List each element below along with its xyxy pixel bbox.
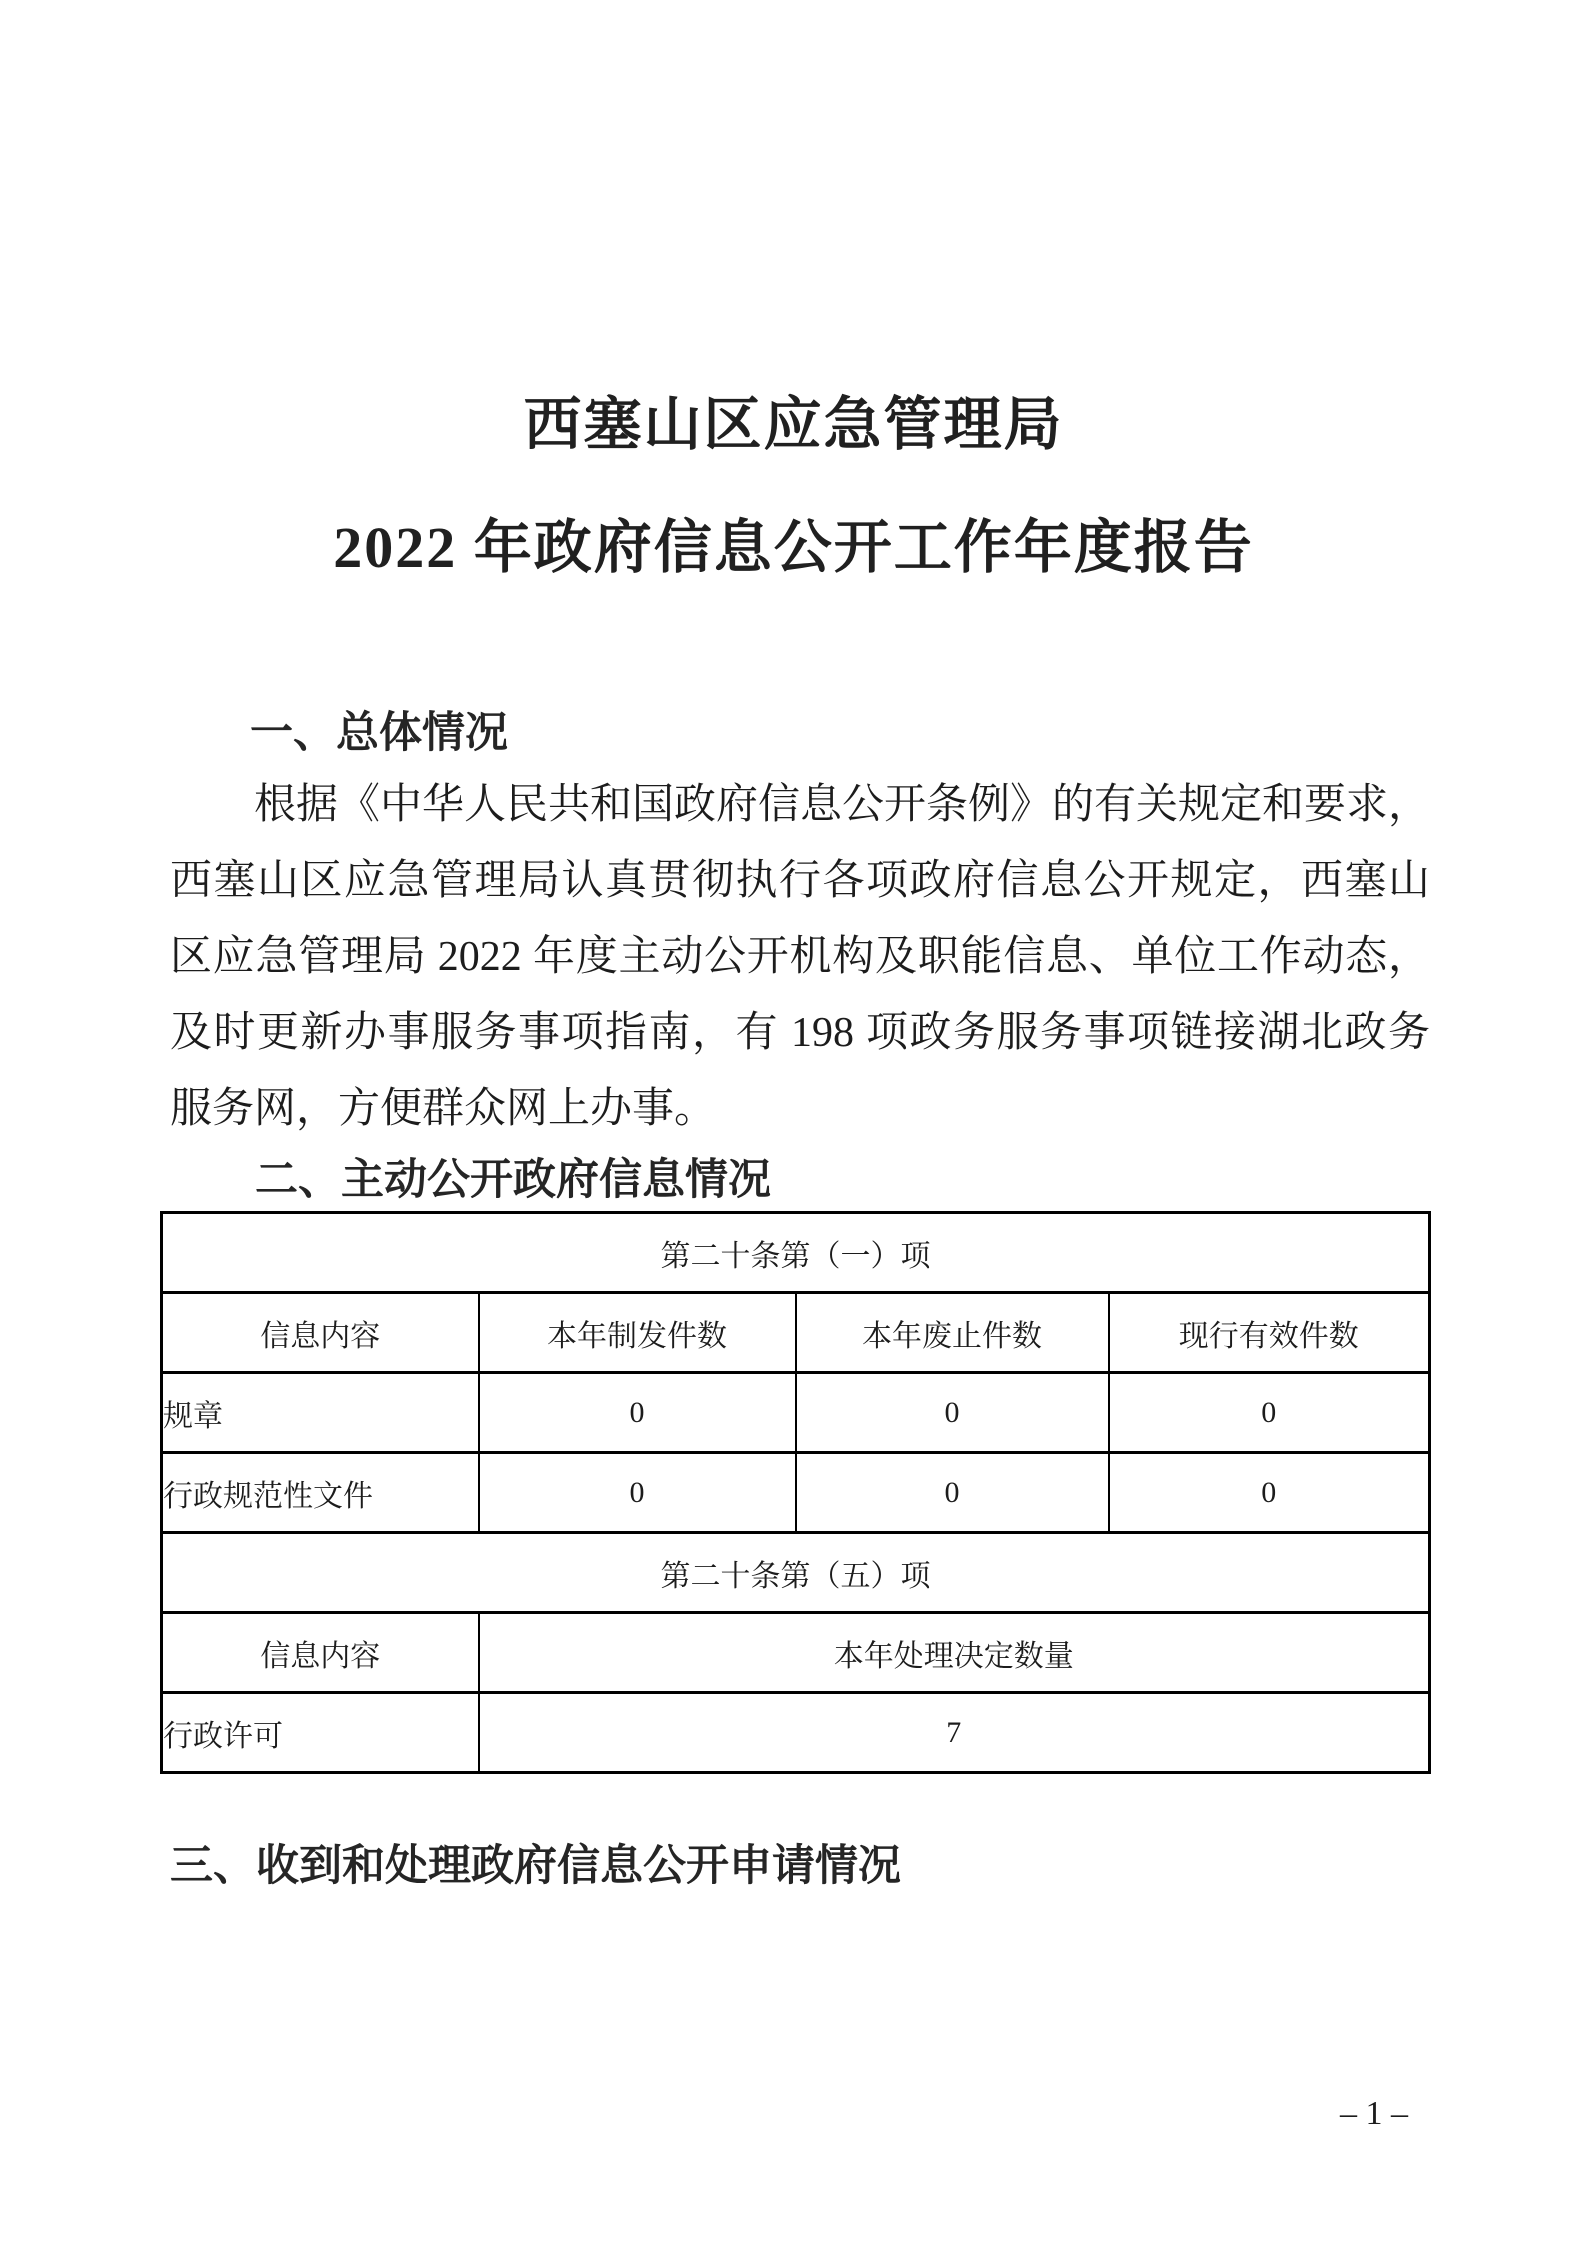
paragraph-line: 根据《中华人民共和国政府信息公开条例》的有关规定和要求，: [254, 782, 1430, 828]
section-one-paragraph: [170, 767, 1430, 1147]
paragraph-line: 西塞山区应急管理局认真贯彻执行各项政府信息公开规定，西塞山: [170, 858, 1430, 904]
paragraph-line: 区应急管理局 2022 年度主动公开机构及职能信息、单位工作动态，: [170, 934, 1430, 980]
table-row: [162, 1533, 1430, 1613]
row-label: 规章: [162, 1373, 479, 1453]
section-three-heading: 三、收到和处理政府信息公开申请情况: [170, 1842, 901, 1890]
table-row: [162, 1373, 1430, 1453]
section-one-heading: 一、总体情况: [250, 709, 508, 757]
disclosure-table: [160, 1211, 1431, 1774]
column-header: 信息内容: [162, 1293, 479, 1373]
cell-value: 0: [796, 1373, 1109, 1453]
cell-value: 0: [479, 1453, 796, 1533]
column-header: 本年处理决定数量: [479, 1613, 1430, 1693]
cell-value: 0: [1109, 1453, 1430, 1533]
table-row: [162, 1453, 1430, 1533]
table-row: [162, 1213, 1430, 1293]
column-header: 本年制发件数: [479, 1293, 796, 1373]
paragraph-line: 及时更新办事服务事项指南，有 198 项政务服务事项链接湖北政务: [170, 1010, 1430, 1056]
section-two-heading: 二、主动公开政府信息情况: [255, 1156, 771, 1204]
table-row: [162, 1693, 1430, 1773]
cell-value: 0: [479, 1373, 796, 1453]
cell-value: 7: [479, 1693, 1430, 1773]
page-number: – 1 –: [1340, 2095, 1408, 2132]
paragraph-line: 服务网，方便群众网上办事。: [170, 1086, 717, 1132]
table-row: [162, 1293, 1430, 1373]
table-span-header: 第二十条第（一）项: [162, 1213, 1430, 1293]
row-label: 行政规范性文件: [162, 1453, 479, 1533]
cell-value: 0: [796, 1453, 1109, 1533]
table-row: [162, 1613, 1430, 1693]
doc-title-line2: 2022 年政府信息公开工作年度报告: [333, 515, 1254, 580]
column-header: 信息内容: [162, 1613, 479, 1693]
column-header: 本年废止件数: [796, 1293, 1109, 1373]
doc-title-line1: 西塞山区应急管理局: [523, 392, 1064, 457]
column-header: 现行有效件数: [1109, 1293, 1430, 1373]
cell-value: 0: [1109, 1373, 1430, 1453]
row-label: 行政许可: [162, 1693, 479, 1773]
table-span-header: 第二十条第（五）项: [162, 1533, 1430, 1613]
